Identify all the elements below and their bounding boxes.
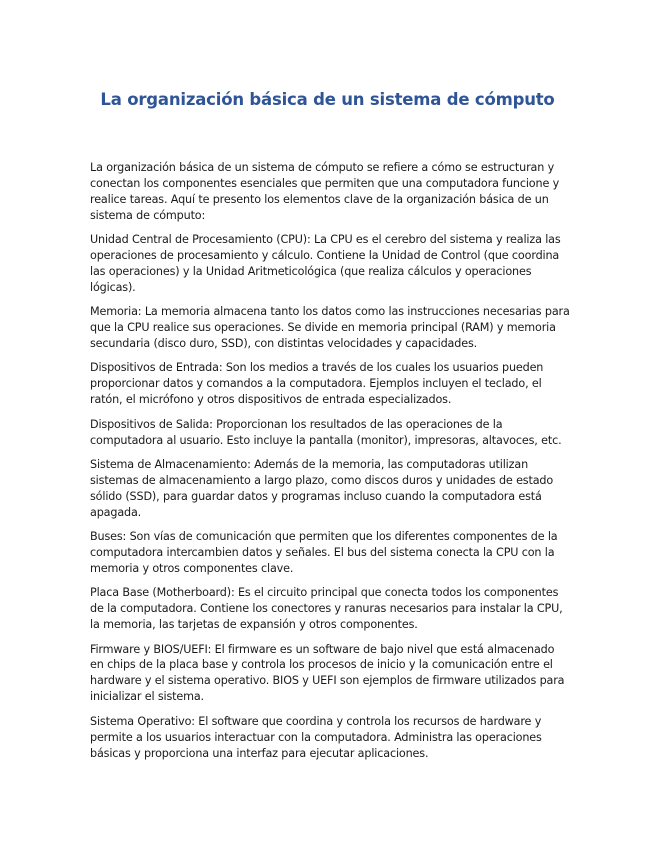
paragraph-buses: Buses: Son vías de comunicación que permiten que los diferentes componentes de la computadora intercambien datos y señales. El bus del sistema conecta la CPU con la memoria y otros componentes clave. <box>90 530 558 575</box>
paragraph-cpu: Unidad Central de Procesamiento (CPU): La CPU es el cerebro del sistema y realiza las operaciones de procesamiento y cálculo. Contiene la Unidad de Control (que coordina las operaciones) y la Unidad Aritmeticológica (que realiza cálculos y operaciones lógicas). <box>90 233 561 294</box>
document-body <box>90 160 570 770</box>
paragraph-memoria: Memoria: La memoria almacena tanto los datos como las instrucciones necesarias para que la CPU realice sus operaciones. Se divide en memoria principal (RAM) y memoria secundaria (disco duro, SSD), con distintas velocidades y capacidades. <box>90 305 570 351</box>
paragraph-firmware: Firmware y BIOS/UEFI: El firmware es un software de bajo nivel que está almacenado en chips de la placa base y controla los procesos de inicio y la comunicación entre el hardware y el sistema operativo. BIOS y UEFI son ejemplos de firmware utilizados para inicializar el sistema. <box>90 642 565 704</box>
paragraph-almacenamiento: Sistema de Almacenamiento: Además de la memoria, las computadoras utilizan sistemas de almacenamiento a largo plazo, como discos duros y unidades de estado sólido (SSD), para guardar datos y programas incluso cuando la computadora está apagada. <box>90 458 554 519</box>
document-title: La organización básica de un sistema de cómputo <box>100 90 555 109</box>
paragraph-dispositivos-salida: Dispositivos de Salida: Proporcionan los resultados de las operaciones de la computadora al usuario. Esto incluye la pantalla (monitor), impresoras, altavoces, etc. <box>90 417 562 447</box>
paragraph-sistema-operativo: Sistema Operativo: El software que coordina y controla los recursos de hardware y permite a los usuarios interactuar con la computadora. Administra las operaciones básicas y proporciona una interfaz para ejecutar aplicaciones. <box>90 714 542 760</box>
paragraph-dispositivos-entrada: Dispositivos de Entrada: Son los medios a través de los cuales los usuarios pueden proporcionar datos y comandos a la computadora. Ejemplos incluyen el teclado, el ratón, el micrófono y otros dispositivos de entrada especializados. <box>90 361 544 407</box>
paragraph-intro: La organización básica de un sistema de cómputo se refiere a cómo se estructuran y conectan los componentes esenciales que permiten que una computadora funcione y realice tareas. Aquí te presento los elementos clave de la organización básica de un sistema de cómputo: <box>90 161 560 222</box>
paragraph-placa-base: Placa Base (Motherboard): Es el circuito principal que conecta todos los componentes de la computadora. Contiene los conectores y ranuras necesarios para instalar la CPU, la memoria, las tarjetas de expansión y otros componentes. <box>90 586 563 632</box>
